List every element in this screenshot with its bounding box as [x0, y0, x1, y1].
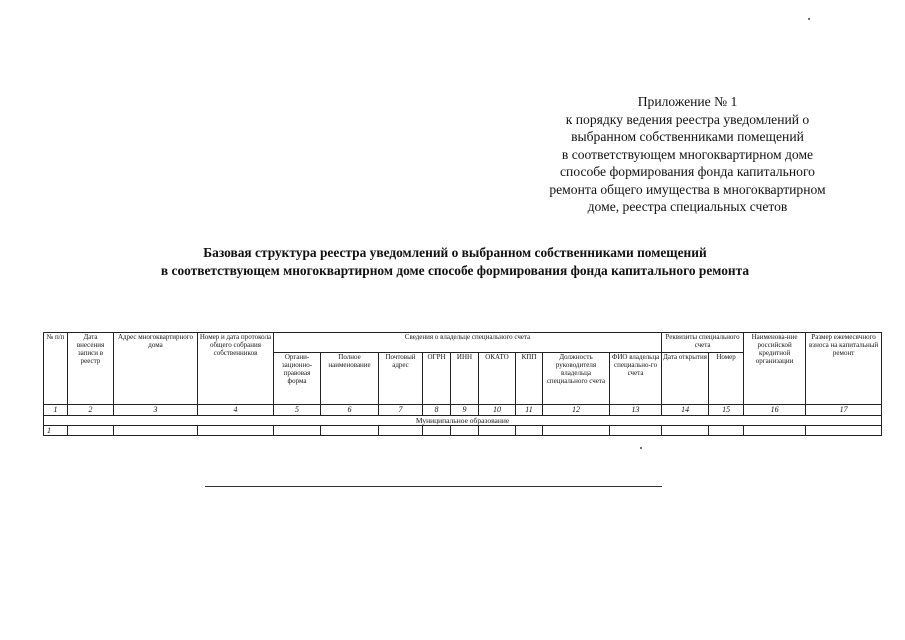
scan-speck	[808, 18, 810, 20]
table-cell	[198, 426, 274, 436]
header-bank: Наименова-ние российской кредитной организации	[744, 333, 806, 405]
table-cell	[479, 426, 516, 436]
table-cell	[423, 426, 451, 436]
header-full-name: Полное наименование	[321, 353, 379, 405]
registry-structure-table	[43, 332, 882, 436]
table-cell	[451, 426, 479, 436]
document-title	[60, 244, 850, 280]
header-num: № п/п	[44, 333, 68, 405]
table-cell	[744, 426, 806, 436]
appendix-line: ремонта общего имущества в многоквартирном	[549, 181, 826, 197]
table-cell	[68, 426, 114, 436]
column-number: 5	[274, 405, 321, 416]
municipal-row	[44, 416, 882, 426]
header-ogrn: ОГРН	[423, 353, 451, 405]
header-legal-form: Органи-зационно-правовая форма	[274, 353, 321, 405]
column-number: 1	[44, 405, 68, 416]
column-number: 4	[198, 405, 274, 416]
appendix-line: к порядку ведения реестра уведомлений о	[565, 111, 810, 127]
title-line-2: в соответствующем многоквартирном доме способе формирования фонда капитального ремонта	[160, 263, 750, 278]
column-number: 8	[423, 405, 451, 416]
row-number: 1	[44, 426, 68, 436]
table-row	[44, 426, 882, 436]
column-number: 9	[451, 405, 479, 416]
column-number: 16	[744, 405, 806, 416]
title-line-1: Базовая структура реестра уведомлений о выбранном собственниками помещений	[203, 245, 707, 260]
header-okato: ОКАТО	[479, 353, 516, 405]
table-cell	[321, 426, 379, 436]
header-requisites-group: Реквизиты специального счета	[662, 333, 744, 353]
header-position: Должность руководителя владельца специального счета	[543, 353, 610, 405]
header-protocol: Номер и дата протокола общего собрания собственников	[198, 333, 274, 405]
column-number: 13	[610, 405, 662, 416]
column-number: 10	[479, 405, 516, 416]
header-postal: Почтовый адрес	[379, 353, 423, 405]
scan-speck	[640, 447, 642, 449]
header-inn: ИНН	[451, 353, 479, 405]
column-number: 14	[662, 405, 709, 416]
header-address: Адрес многоквартирного дома	[114, 333, 198, 405]
header-date: Дата внесения записи в реестр	[68, 333, 114, 405]
municipal-label: Муниципальное образование	[44, 416, 882, 426]
appendix-line: способе формирования фонда капитального	[560, 164, 815, 179]
column-number: 3	[114, 405, 198, 416]
header-fio: ФИО владельца специально-го счета	[610, 353, 662, 405]
table-cell	[662, 426, 709, 436]
separator-line	[205, 486, 662, 487]
header-amount: Размер ежемесячного взноса на капитальный ремонт	[806, 333, 882, 405]
header-number: Номер	[709, 353, 744, 405]
column-number-row	[44, 405, 882, 416]
table-cell	[543, 426, 610, 436]
column-number: 7	[379, 405, 423, 416]
column-number: 15	[709, 405, 744, 416]
table-cell	[516, 426, 543, 436]
table-cell	[709, 426, 744, 436]
column-number: 17	[806, 405, 882, 416]
table-cell	[379, 426, 423, 436]
header-open-date: Дата открытия	[662, 353, 709, 405]
column-number: 2	[68, 405, 114, 416]
appendix-line: Приложение № 1	[637, 94, 738, 109]
appendix-caption	[520, 93, 855, 216]
table-cell	[610, 426, 662, 436]
header-owner-group: Сведения о владельце специального счета	[274, 333, 662, 353]
appendix-line: выбранном собственниками помещений	[571, 129, 804, 144]
column-number: 6	[321, 405, 379, 416]
column-number: 12	[543, 405, 610, 416]
table-cell	[806, 426, 882, 436]
appendix-line: доме, реестра специальных счетов	[587, 199, 788, 214]
header-kpp: КПП	[516, 353, 543, 405]
table-cell	[274, 426, 321, 436]
appendix-line: в соответствующем многоквартирном доме	[561, 146, 814, 162]
column-number: 11	[516, 405, 543, 416]
table-cell	[114, 426, 198, 436]
